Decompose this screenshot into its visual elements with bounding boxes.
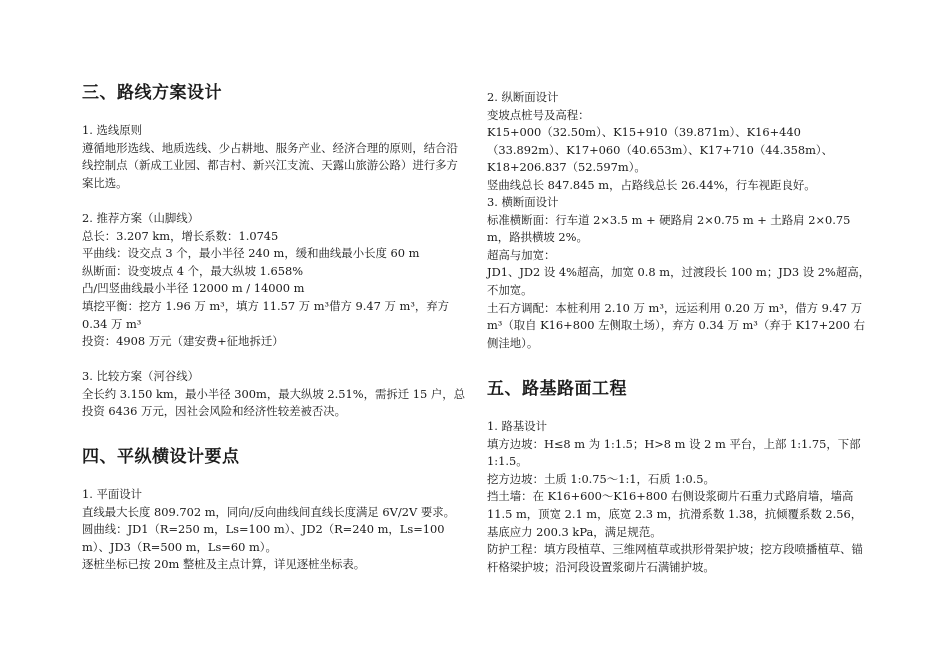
section-4-1 xyxy=(82,486,467,574)
text-line: 纵断面：设变坡点 4 个，最大纵坡 1.658% xyxy=(82,263,304,278)
text-line: K15+000（32.50m）、K15+910（39.871m）、K16+440（33.892m）、K17+060（40.653m）、K17+710（44.358m）、K18+206.837（52.597m）。 xyxy=(487,125,833,175)
text-line: 变坡点桩号及高程： xyxy=(487,107,590,122)
section-5-title: 五、路基路面工程 xyxy=(487,379,627,399)
section-4-2-heading: 2. 纵断面设计 xyxy=(487,90,559,104)
section-3-title: 三、路线方案设计 xyxy=(82,83,222,103)
section-5-1 xyxy=(487,418,872,576)
text-line: 防护工程：填方段植草、三维网植草或拱形骨架护坡；挖方段喷播植草、锚杆格梁护坡；沿河段设置浆砌片石满铺护坡。 xyxy=(487,542,863,574)
section-3-3-heading: 3. 比较方案（河谷线） xyxy=(82,369,200,383)
text-line: 标准横断面：行车道 2×3.5 m + 硬路肩 2×0.75 m + 土路肩 2×0.75 m，路拱横坡 2%。 xyxy=(487,212,851,245)
section-3-1-heading: 1. 选线原则 xyxy=(82,123,143,137)
text-line: 逐桩坐标已按 20m 整桩及主点计算，详见逐桩坐标表。 xyxy=(82,557,366,572)
text-line: 挖方边坡：土质 1:0.75～1:1，石质 1:0.5。 xyxy=(487,471,715,486)
section-3-1 xyxy=(82,122,467,192)
text-line: 直线最大长度 809.702 m，同向/反向曲线间直线长度满足 6V/2V 要求。 xyxy=(82,504,455,519)
section-4-title: 四、平纵横设计要点 xyxy=(82,447,240,467)
text-line: 竖曲线总长 847.845 m，占路线总长 26.44%，行车视距良好。 xyxy=(487,177,816,192)
section-3-3-text: 全长约 3.150 km，最小半径 300m，最大纵坡 2.51%，需拆迁 15 户，总投资 6436 万元，因社会风险和经济性较差被否决。 xyxy=(82,386,466,419)
text-line: JD1、JD2 设 4%超高，加宽 0.8 m，过渡段长 100 m；JD3 设 2%超高，不加宽。 xyxy=(487,265,871,297)
text-line: 挡土墙：在 K16+600～K16+800 右侧设浆砌片石重力式路肩墙，墙高 11.5 m，顶宽 2.1 m，底宽 2.3 m，抗滑系数 1.38，抗倾覆系数 2.56，基底应力 200.3 kPa，满足规范。 xyxy=(487,489,863,539)
text-line: 填方边坡：H≤8 m 为 1:1.5；H>8 m 设 2 m 平台，上部 1:1.75，下部 1:1.5。 xyxy=(487,436,861,469)
text-line: 填挖平衡：挖方 1.96 万 m³，填方 11.57 万 m³借方 9.47 万 m³，弃方 0.34 万 m³ xyxy=(82,298,450,331)
section-4-1-heading: 1. 平面设计 xyxy=(82,487,143,501)
text-line: 总长：3.207 km，增长系数：1.0745 xyxy=(82,228,279,243)
text-line: 超高与加宽： xyxy=(487,247,556,262)
text-line: 圆曲线：JD1（R=250 m，Ls=100 m）、JD2（R=240 m，Ls=100 m）、JD3（R=500 m，Ls=60 m）。 xyxy=(82,522,445,554)
section-3-2-heading: 2. 推荐方案（山脚线） xyxy=(82,211,200,225)
section-3-2 xyxy=(82,210,467,351)
text-line: 平曲线：设交点 3 个，最小半径 240 m，缓和曲线最小长度 60 m xyxy=(82,246,420,261)
text-line: 凸/凹竖曲线最小半径 12000 m / 14000 m xyxy=(82,281,305,296)
section-4-3 xyxy=(487,194,872,352)
section-4-2 xyxy=(487,89,872,195)
section-4-3-heading: 3. 横断面设计 xyxy=(487,195,559,209)
text-line: 土石方调配：本桩利用 2.10 万 m³，远运利用 0.20 万 m³，借方 9.47 万 m³（取自 K16+800 左侧取土场），弃方 0.34 万 m³（弃于 K17+200 右侧洼地）。 xyxy=(487,300,865,350)
section-3-3 xyxy=(82,368,467,421)
text-line: 投资：4908 万元（建安费+征地拆迁） xyxy=(82,334,284,349)
section-5-1-heading: 1. 路基设计 xyxy=(487,419,548,433)
section-3-1-text: 遵循地形选线、地质选线、少占耕地、服务产业、经济合理的原则，结合沿线控制点（新成工业园、都吉村、新兴江支流、天露山旅游公路）进行多方案比选。 xyxy=(82,140,458,190)
